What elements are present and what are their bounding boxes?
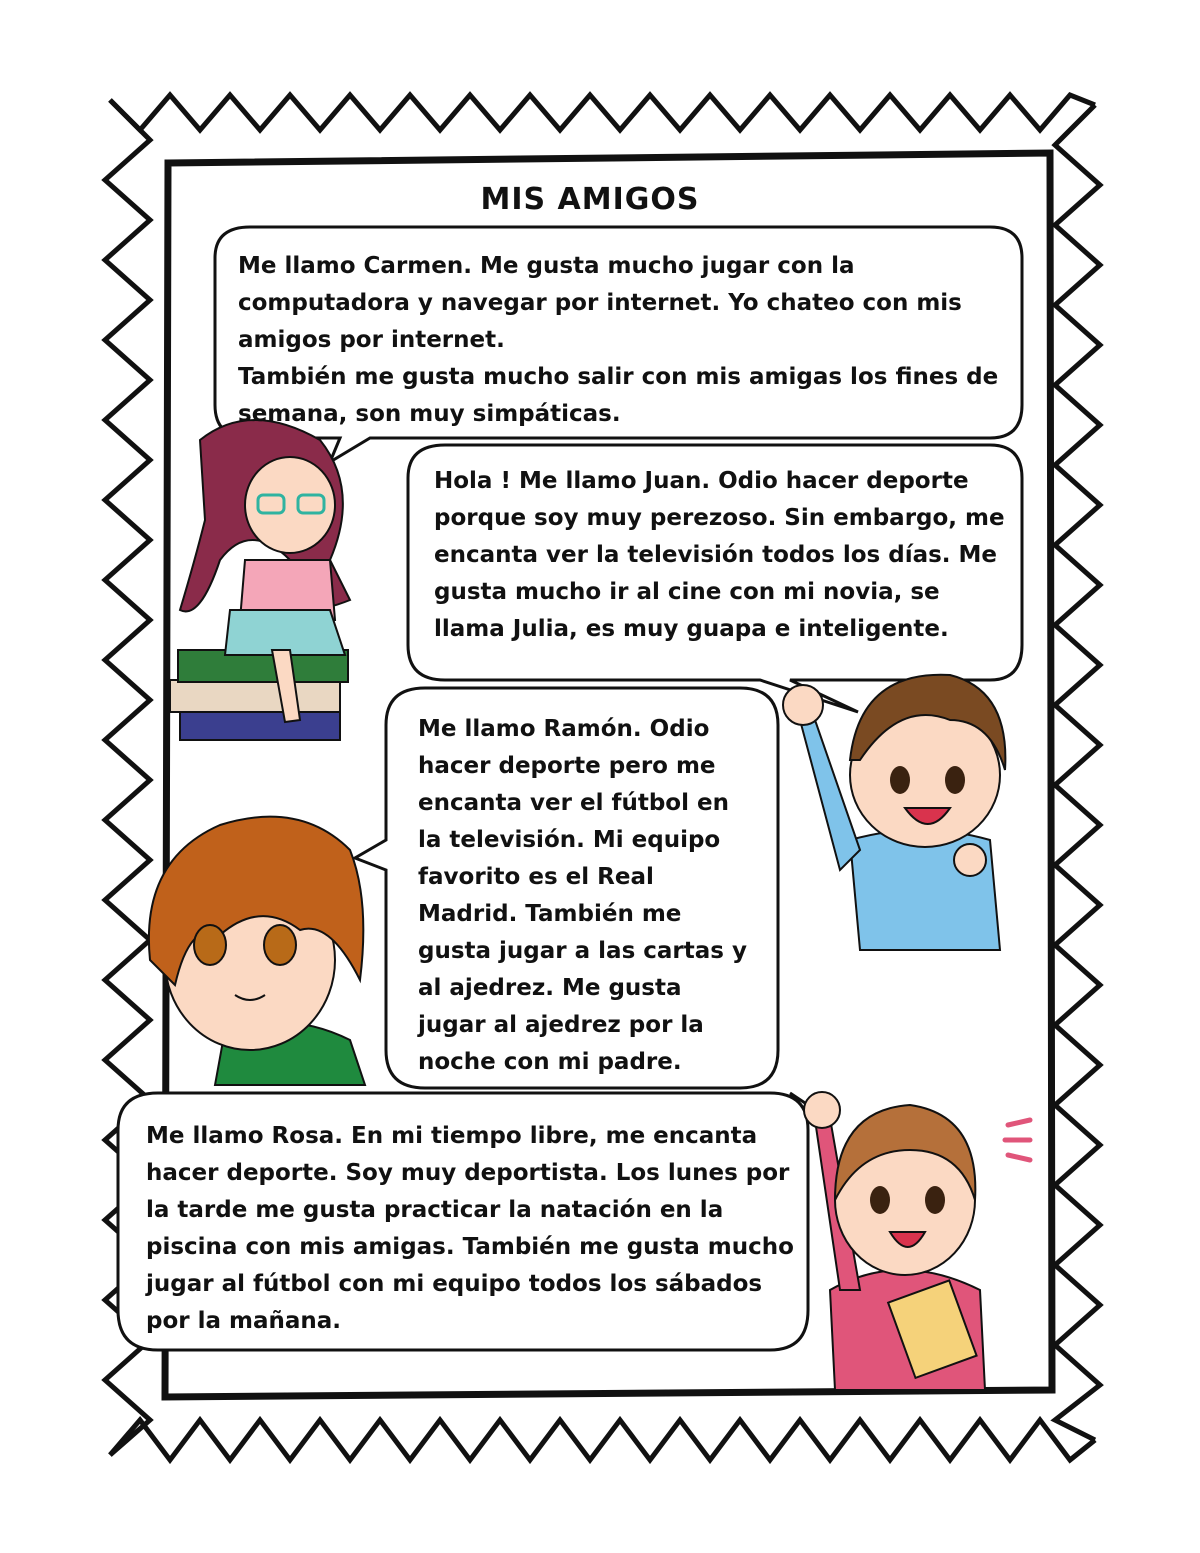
boy-blue-shirt-character [783,675,1005,950]
bubble-text-carmen: Me llamo Carmen. Me gusta mucho jugar con la computadora y navegar por internet. Yo chateo con mis amigos por internet. También me gusta mucho salir con mis amigas los fines de semana, son muy simpáticas. [238,253,999,427]
bubble-text-rosa: Me llamo Rosa. En mi tiempo libre, me encanta hacer deporte. Soy muy deportista. Los lunes por la tarde me gusta practicar la natación en la piscina con mis amigas. También me gusta mucho jugar al fútbol con mi equipo todos los sábados por la mañana. [146,1123,794,1334]
bubble-text-ramon: Me llamo Ramón. Odio hacer deporte pero me encanta ver el fútbol en la televisión. Mi equipo favorito es el Real Madrid. También me gusta jugar a las cartas y al ajedrez. Me gusta jugar al ajedrez por la noche con mi padre. [418,716,747,1075]
girl-with-glasses-character [170,420,350,740]
girl-pink-jacket-character [804,1092,1030,1390]
zigzag-frame-top [110,95,1095,130]
boy-green-sweater-character [149,817,365,1085]
page-title: MIS AMIGOS [480,182,700,217]
zigzag-frame-right [1055,105,1100,1440]
bubble-text-juan: Hola ! Me llamo Juan. Odio hacer deporte porque soy muy perezoso. Sin embargo, me encanta ver la televisión todos los días. Me gusta mucho ir al cine con mi novia, se llama Julia, es muy guapa e inteligente. [434,468,1005,642]
zigzag-frame-bottom [110,1420,1095,1460]
